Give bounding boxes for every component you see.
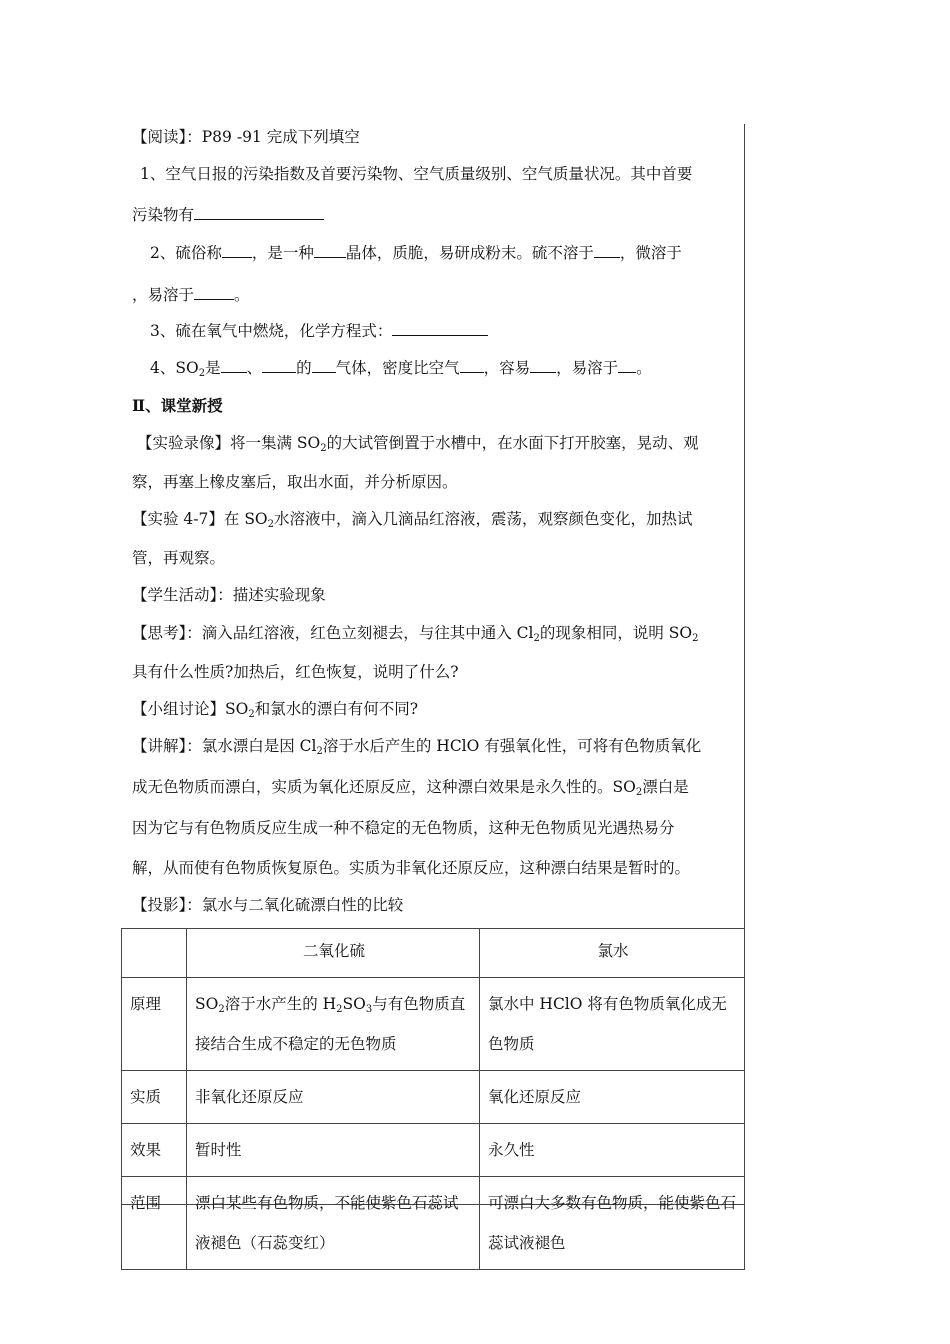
subscript: 2 [320, 443, 327, 454]
q2-text: ，是一种 [251, 244, 314, 262]
text: 【讲解】：氯水漂白是因 Cl [132, 737, 317, 755]
projection: 【投影】：氯水与二氧化硫漂白性的比较 [132, 896, 404, 914]
so2-cell: 暂时性 [187, 1124, 480, 1177]
text: SO [342, 995, 366, 1013]
table-row [122, 1071, 745, 1124]
subscript: 2 [198, 368, 206, 379]
table-corner-cell [122, 929, 187, 978]
student-activity: 【学生活动】：描述实验现象 [132, 586, 326, 604]
subscript: 3 [365, 1004, 373, 1015]
text: 成无色物质而漂白，实质为氧化还原反应，这种漂白效果是永久性的。SO [132, 778, 636, 796]
fill-blank[interactable] [594, 243, 620, 258]
fill-blank[interactable] [194, 205, 324, 220]
column-header-so2: 二氧化硫 [187, 929, 480, 978]
text: SO [195, 995, 219, 1013]
text: 和氯水的漂白有何不同? [254, 700, 419, 718]
q4-text: ，容易 [483, 359, 531, 377]
q4-text: 4、SO [150, 359, 199, 377]
subscript: 2 [316, 746, 323, 757]
think-line-2: 具有什么性质?加热后，红色恢复，说明了什么? [132, 663, 459, 681]
text: 漂白是 [642, 778, 689, 796]
so2-cell: 漂白某些有色物质，不能使紫色石蕊试液褪色（石蕊变红） [187, 1177, 480, 1270]
question-1-line-1: 1、空气日报的污染指数及首要污染物、空气质量级别、空气质量状况。其中首要 [140, 165, 693, 183]
q2-text: 2、硫俗称 [150, 244, 222, 262]
q4-text: 、 [246, 359, 263, 377]
question-4 [150, 357, 652, 379]
video-line-2: 察，再塞上橡皮塞后，取出水面，并分析原因。 [132, 473, 458, 491]
table-row [122, 1177, 745, 1270]
q4-text: 。 [636, 359, 652, 377]
q2-text: ，微溶于 [619, 244, 682, 262]
video-line-1 [137, 432, 699, 454]
q3-text: 3、硫在氧气中燃烧，化学方程式： [150, 322, 393, 340]
fill-blank[interactable] [460, 358, 484, 373]
text: 溶于水产生的 H [224, 995, 337, 1013]
row-label: 实质 [122, 1071, 187, 1124]
row-label: 效果 [122, 1124, 187, 1177]
table-row [122, 1124, 745, 1177]
q4-text: 是 [205, 359, 221, 377]
question-2-line-1 [150, 242, 682, 264]
fill-blank[interactable] [312, 358, 336, 373]
table-header-row [122, 929, 745, 978]
chlorine-water-cell: 可漂白大多数有色物质，能使紫色石蕊试液褪色 [480, 1177, 745, 1270]
text: 【思考】：滴入品红溶液，红色立刻褪去，与往其中通入 Cl [132, 624, 534, 642]
subscript: 2 [692, 633, 699, 644]
subscript: 2 [218, 1004, 225, 1015]
experiment-line-2: 管，再观察。 [132, 549, 226, 567]
chlorine-water-cell: 永久性 [480, 1124, 745, 1177]
question-2-line-2 [132, 284, 250, 306]
text: 【实验 4-7】在 SO [132, 510, 268, 528]
table-row [122, 978, 745, 1071]
subscript: 2 [336, 1004, 343, 1015]
explain-line-4: 解，从而使有色物质恢复原色。实质为非氧化还原反应，这种漂白结果是暂时的。 [132, 859, 691, 877]
group-discussion [132, 698, 418, 720]
q4-text: 气体，密度比空气 [335, 359, 460, 377]
question-3 [150, 320, 488, 342]
chlorine-water-cell: 氯水中 HClO 将有色物质氧化成无色物质 [480, 978, 745, 1071]
q4-text: 的 [296, 359, 312, 377]
so2-cell: 非氧化还原反应 [187, 1071, 480, 1124]
q1-text: 污染物有 [132, 206, 195, 224]
fill-blank[interactable] [530, 358, 556, 373]
question-1-line-2 [132, 204, 324, 226]
fill-blank[interactable] [194, 285, 234, 300]
subscript: 2 [267, 519, 275, 530]
subscript: 2 [533, 633, 540, 644]
fill-blank[interactable] [618, 358, 636, 373]
text: 的现象相同，说明 SO [539, 624, 693, 642]
section-heading: Ⅱ、课堂新授 [132, 396, 223, 415]
explain-line-2 [132, 776, 689, 798]
explain-line-1 [132, 735, 701, 757]
explain-line-3: 因为它与有色物质反应生成一种不稳定的无色物质，这种无色物质见光遇热易分 [132, 819, 675, 837]
fill-blank[interactable] [314, 243, 346, 258]
text: 与有色物质直接结合生成不稳定的无色物质 [195, 995, 466, 1053]
fill-blank[interactable] [221, 358, 247, 373]
text: 水溶液中，滴入几滴品红溶液，震荡，观察颜色变化，加热试 [274, 510, 693, 528]
text: 【实验录像】将一集满 SO [137, 434, 321, 452]
q2-text: ，易溶于 [132, 286, 195, 304]
subscript: 2 [248, 709, 255, 720]
think-line-1 [132, 622, 699, 644]
subscript: 2 [635, 787, 643, 798]
experiment-line-1 [132, 508, 693, 530]
text: 的大试管倒置于水槽中，在水面下打开胶塞，晃动、观 [326, 434, 699, 452]
reading-title: 【阅读】：P89 -91 完成下列填空 [132, 128, 360, 146]
text: 溶于水后产生的 HClO 有强氧化性，可将有色物质氧化 [322, 737, 702, 755]
text: 【小组讨论】SO [132, 700, 249, 718]
fill-blank[interactable] [392, 321, 488, 336]
so2-cell [187, 978, 480, 1071]
row-label: 范围 [122, 1177, 187, 1270]
row-label: 原理 [122, 978, 187, 1071]
chlorine-water-cell: 氧化还原反应 [480, 1071, 745, 1124]
comparison-table [121, 928, 745, 1270]
column-header-chlorine-water: 氯水 [480, 929, 745, 978]
fill-blank[interactable] [222, 243, 252, 258]
q4-text: ，易溶于 [556, 359, 619, 377]
fill-blank[interactable] [262, 358, 296, 373]
q2-text: 。 [234, 286, 250, 304]
q2-text: 晶体，质脆，易研成粉末。硫不溶于 [345, 244, 594, 262]
